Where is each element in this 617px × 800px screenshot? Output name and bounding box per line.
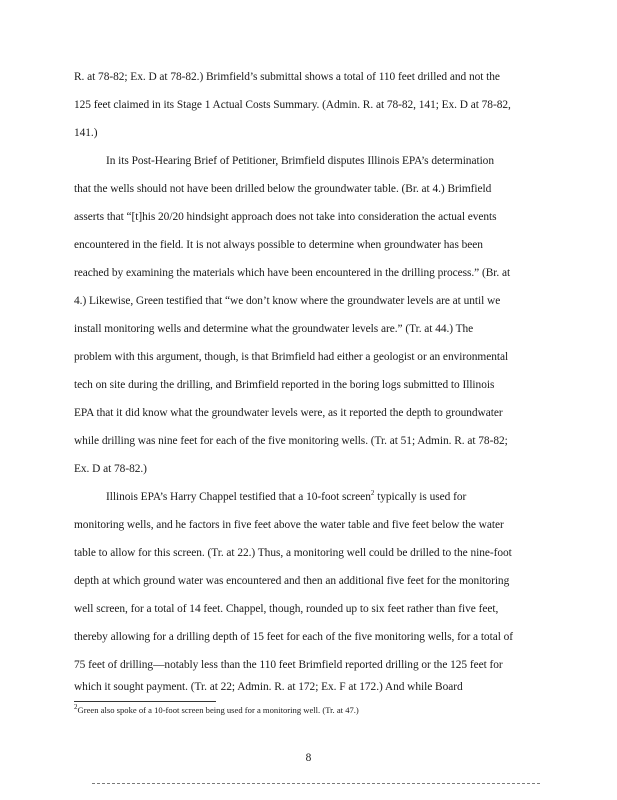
text-line: 75 feet of drilling—notably less than the 110 feet Brimfield reported drilling or the 125 feet for <box>74 659 503 671</box>
footnote-divider <box>74 701 216 702</box>
line-text: Illinois EPA’s Harry Chappel testified that a 10-foot screen <box>106 491 371 503</box>
text-line: Ex. D at 78-82.) <box>74 463 147 475</box>
text-line: problem with this argument, though, is that Brimfield had either a geologist or an environmental <box>74 351 509 363</box>
text-line: 125 feet claimed in its Stage 1 Actual Costs Summary. (Admin. R. at 78-82, 141; Ex. D at 78-82, <box>74 99 511 111</box>
text-line: which it sought payment. (Tr. at 22; Admin. R. at 172; Ex. F at 172.) And while Board <box>74 681 463 693</box>
footnote-marker: 2 <box>370 489 375 498</box>
paragraph-start-line <box>106 490 466 504</box>
text-line: asserts that “[t]his 20/20 hindsight approach does not take into consideration the actual events <box>74 211 497 223</box>
text-line: table to allow for this screen. (Tr. at 22.) Thus, a monitoring well could be drilled to the nine-foot <box>74 547 512 559</box>
text-line: EPA that it did know what the groundwater levels were, as it reported the depth to groundwater <box>74 407 503 419</box>
text-line: that the wells should not have been drilled below the groundwater table. (Br. at 4.) Brimfield <box>74 183 492 195</box>
footnote <box>74 705 359 716</box>
text-line: well screen, for a total of 14 feet. Chappel, though, rounded up to six feet rather than five feet, <box>74 603 499 615</box>
footnote-number: 2 <box>74 703 78 712</box>
text-line: reached by examining the materials which have been encountered in the drilling process.” (Br. at <box>74 267 511 279</box>
text-line: depth at which ground water was encountered and then an additional five feet for the monitoring <box>74 575 510 587</box>
text-line: 4.) Likewise, Green testified that “we don’t know where the groundwater levels are at until we <box>74 295 501 307</box>
text-line: encountered in the field. It is not always possible to determine when groundwater has been <box>74 239 483 251</box>
text-line: thereby allowing for a drilling depth of 15 feet for each of the five monitoring wells, for a total of <box>74 631 513 643</box>
line-text-continued: typically is used for <box>374 491 467 503</box>
text-line: R. at 78-82; Ex. D at 78-82.) Brimfield’s submittal shows a total of 110 feet drilled and not the <box>74 71 500 83</box>
page-number: 8 <box>305 752 312 764</box>
text-line: install monitoring wells and determine what the groundwater levels are.” (Tr. at 44.) The <box>74 323 474 335</box>
text-line: monitoring wells, and he factors in five feet above the water table and five feet below the water <box>74 519 504 531</box>
text-line: while drilling was nine feet for each of the five monitoring wells. (Tr. at 51; Admin. R. at 78-82; <box>74 435 508 447</box>
paragraph-start-line: In its Post-Hearing Brief of Petitioner, Brimfield disputes Illinois EPA’s determination <box>106 155 494 167</box>
footnote-text: Green also spoke of a 10-foot screen being used for a monitoring well. (Tr. at 47.) <box>77 705 359 715</box>
text-line: 141.) <box>74 127 98 139</box>
scan-artifact-line <box>92 783 540 784</box>
text-line: tech on site during the drilling, and Brimfield reported in the boring logs submitted to Illinois <box>74 379 495 391</box>
